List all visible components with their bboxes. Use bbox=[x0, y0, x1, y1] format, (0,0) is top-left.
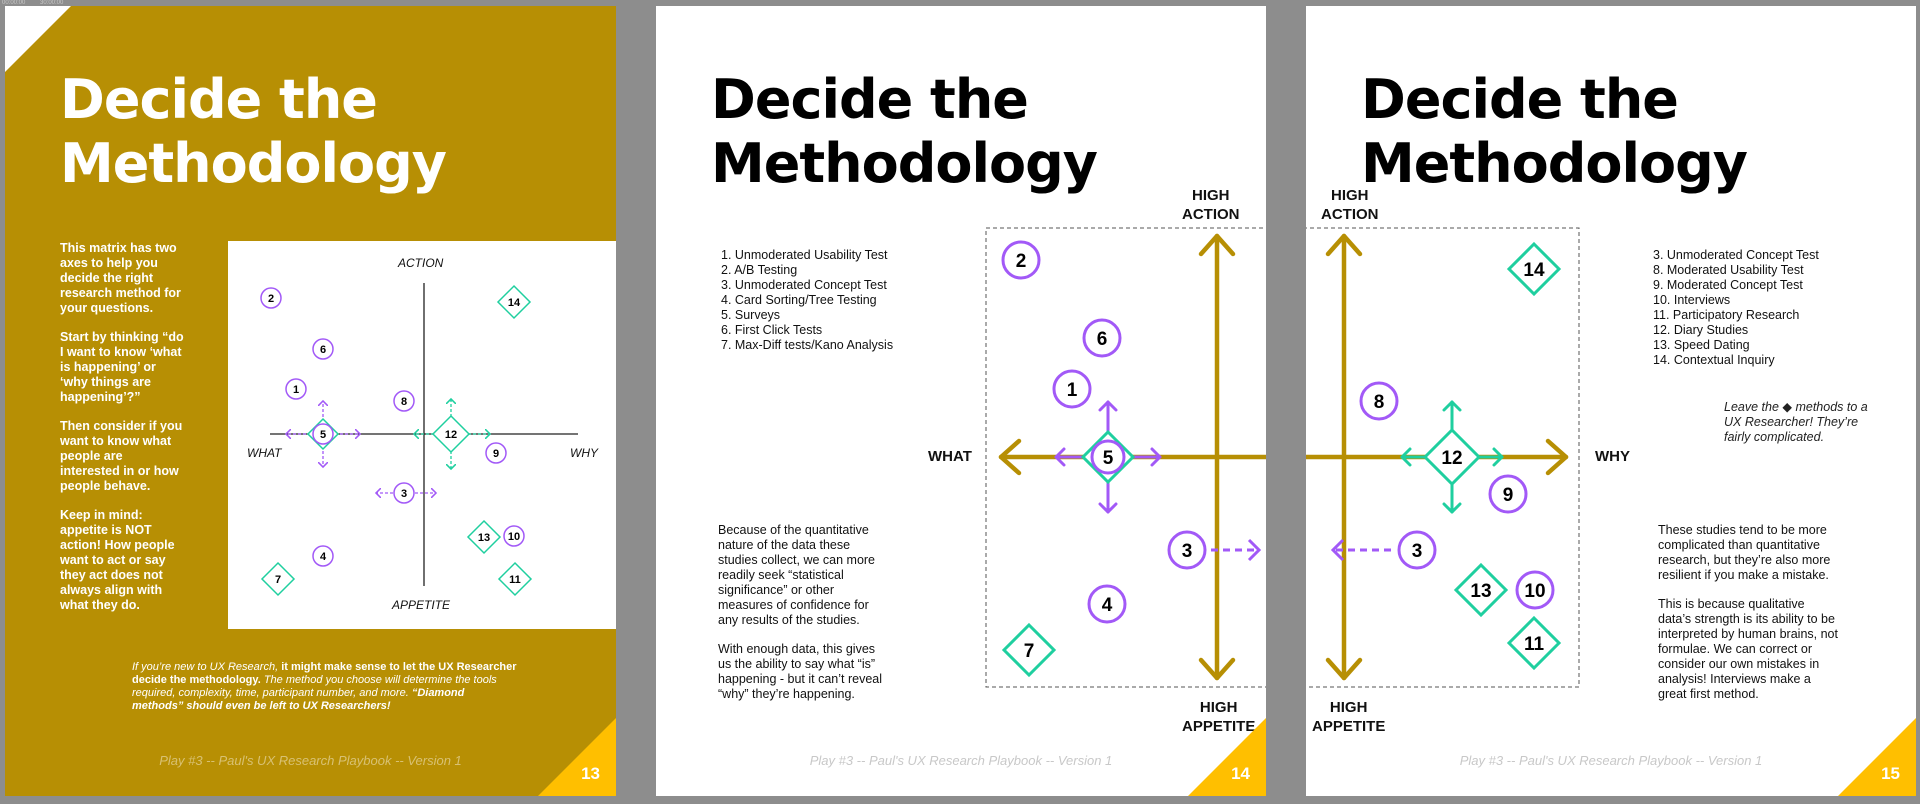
list-item: 12. Diary Studies bbox=[1653, 323, 1749, 337]
page-footer: Play #3 -- Paul's UX Research Playbook -- Version 1 bbox=[1459, 753, 1763, 768]
marker-label: 8 bbox=[1373, 392, 1385, 413]
marker-label: 3 bbox=[400, 488, 408, 500]
label-high-action: HIGH ACTION bbox=[1321, 187, 1379, 223]
marker-label: 5 bbox=[1102, 448, 1114, 469]
marker-label: 2 bbox=[267, 293, 275, 305]
page-footer: Play #3 -- Paul's UX Research Playbook -- Version 1 bbox=[159, 753, 462, 768]
marker-label: 13 bbox=[477, 532, 491, 544]
label-what: WHAT bbox=[928, 448, 972, 465]
paragraph: This is because qualitative data’s strength is its ability to be interpreted by human brains, not formulae. We can correct or consider our own mistakes in analysis! Interviews make a great first method. bbox=[1658, 597, 1838, 701]
marker-label: 4 bbox=[1101, 595, 1113, 616]
page-number-corner bbox=[1188, 718, 1266, 796]
marker-label: 3 bbox=[1411, 541, 1423, 562]
marker-label: 14 bbox=[1523, 260, 1545, 281]
list-item: 3. Unmoderated Concept Test bbox=[721, 278, 887, 292]
list-item: 6. First Click Tests bbox=[721, 323, 823, 337]
paragraph: Keep in mind: appetite is NOT action! How people want to act or say they act does not always align with what they do. bbox=[60, 508, 175, 612]
marker-label: 8 bbox=[400, 396, 408, 408]
list-item: 3. Unmoderated Concept Test bbox=[1653, 248, 1819, 262]
corner-decoration bbox=[5, 6, 71, 72]
marker-label: 7 bbox=[1023, 641, 1035, 662]
marker-label: 13 bbox=[1470, 581, 1492, 602]
label-why: WHY bbox=[1595, 448, 1630, 465]
marker-label: 6 bbox=[319, 344, 327, 356]
marker-label: 14 bbox=[507, 297, 521, 309]
list-item: 9. Moderated Concept Test bbox=[1653, 278, 1803, 292]
page-number: 14 bbox=[1231, 764, 1250, 783]
marker-label: 10 bbox=[507, 531, 521, 543]
label-high-appetite: HIGH APPETITE bbox=[1182, 699, 1256, 735]
marker-label: 6 bbox=[1096, 329, 1108, 350]
marker-label: 11 bbox=[1523, 634, 1545, 655]
page-15 bbox=[1306, 6, 1916, 796]
page-number: 13 bbox=[581, 764, 600, 783]
marker-label: 12 bbox=[444, 429, 458, 441]
page-number: 15 bbox=[1881, 764, 1900, 783]
list-item: 8. Moderated Usability Test bbox=[1653, 263, 1804, 277]
axis-label-appetite: APPETITE bbox=[392, 598, 451, 612]
label-high-appetite: HIGH APPETITE bbox=[1312, 699, 1386, 735]
marker-label: 2 bbox=[1015, 251, 1027, 272]
qualitative-text bbox=[1658, 523, 1840, 716]
page-13 bbox=[5, 6, 616, 796]
label-high-action: HIGH ACTION bbox=[1182, 187, 1240, 223]
marker-label: 10 bbox=[1524, 581, 1546, 602]
intro-text bbox=[60, 241, 185, 627]
marker-label: 9 bbox=[1502, 485, 1514, 506]
page-title: Decide the Methodology bbox=[1361, 68, 1747, 195]
methodology-note: If you’re new to UX Research, it might make sense to let the UX Researcher decide the methodology. The method you choose will determine the tools required, complexity, time, participant number, and more. “Diamond methods” should even be left to UX Researchers! bbox=[132, 661, 517, 712]
list-item: 5. Surveys bbox=[721, 308, 781, 322]
marker-label: 3 bbox=[1181, 541, 1193, 562]
matrix-diagram bbox=[228, 241, 616, 629]
paragraph: This matrix has two axes to help you decide the right research method for your questions. bbox=[60, 241, 181, 315]
page-title: Decide the Methodology bbox=[60, 68, 446, 195]
paragraph: With enough data, this gives us the ability to say what “is” happening - but it can’t reveal “why” they’re happening. bbox=[718, 642, 882, 701]
marker-label: 11 bbox=[509, 574, 521, 586]
diamond-methods-callout: Leave the ◆ methods to a UX Researcher! They’re fairly complicated. bbox=[1724, 400, 1868, 444]
list-item: 4. Card Sorting/Tree Testing bbox=[721, 293, 877, 307]
axis-label-action: ACTION bbox=[398, 256, 444, 270]
list-item: 2. A/B Testing bbox=[721, 263, 798, 277]
page-14 bbox=[656, 6, 1266, 796]
marker-label: 7 bbox=[274, 574, 282, 586]
list-item: 13. Speed Dating bbox=[1653, 338, 1750, 352]
list-item: 7. Max-Diff tests/Kano Analysis bbox=[721, 338, 894, 352]
list-item: 14. Contextual Inquiry bbox=[1653, 353, 1775, 367]
paragraph: These studies tend to be more complicated than quantitative research, but they’re also more resilient if you make a mistake. bbox=[1658, 523, 1831, 582]
marker-label: 1 bbox=[1066, 380, 1078, 401]
tiny-label: 30:00:00 bbox=[40, 0, 64, 6]
paragraph: Start by thinking “do I want to know ‘what is happening’ or ‘why things are happening’?” bbox=[60, 330, 184, 404]
paragraph: Then consider if you want to know what people are interested in or how people behave. bbox=[60, 419, 183, 493]
list-item: 1. Unmoderated Usability Test bbox=[721, 248, 888, 262]
axis-label-why: WHY bbox=[570, 446, 598, 460]
marker-label: 5 bbox=[319, 429, 327, 441]
page-number-corner bbox=[1838, 718, 1916, 796]
marker-label: 4 bbox=[319, 551, 327, 563]
page-title: Decide the Methodology bbox=[711, 68, 1097, 195]
qualitative-methods-list bbox=[1653, 248, 1819, 368]
tiny-label: 00:00:00 bbox=[2, 0, 26, 6]
matrix-zoom-left bbox=[656, 6, 1266, 796]
page-footer: Play #3 -- Paul's UX Research Playbook -- Version 1 bbox=[809, 753, 1113, 768]
list-item: 10. Interviews bbox=[1653, 293, 1731, 307]
page-number-corner bbox=[538, 718, 616, 796]
marker-label: 1 bbox=[292, 384, 300, 396]
paragraph: Because of the quantitative nature of the data these studies collect, we can more readily seek “statistical significance” or other measures of confidence for any results of the studies. bbox=[718, 523, 876, 627]
marker-label: 12 bbox=[1441, 448, 1463, 469]
matrix-card bbox=[228, 241, 616, 629]
axis-label-what: WHAT bbox=[247, 446, 282, 460]
marker-label: 9 bbox=[492, 448, 500, 460]
list-item: 11. Participatory Research bbox=[1653, 308, 1800, 322]
